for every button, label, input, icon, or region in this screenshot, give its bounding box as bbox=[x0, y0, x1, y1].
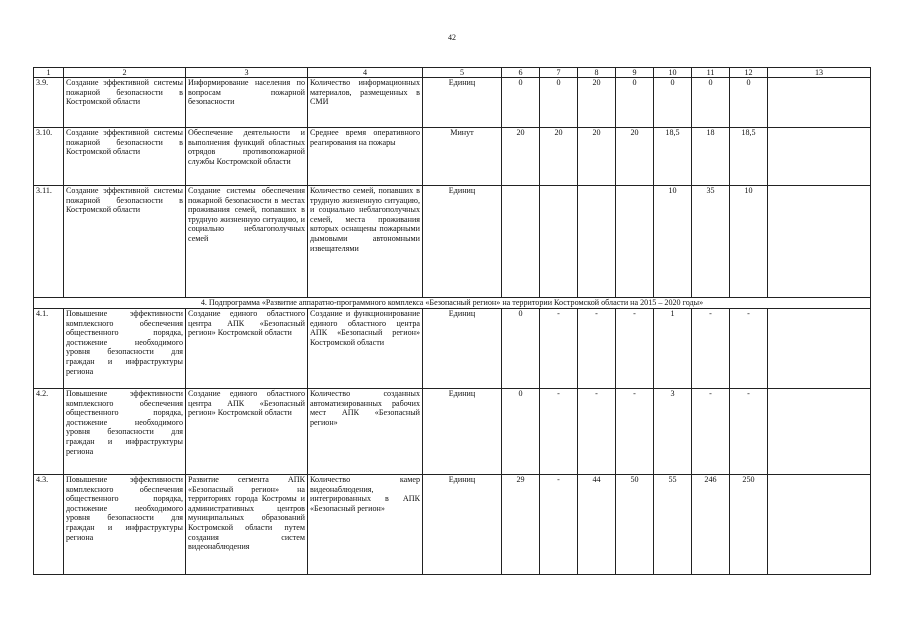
value-cell: 0 bbox=[540, 78, 578, 128]
note-cell bbox=[768, 78, 871, 128]
value-cell: - bbox=[730, 389, 768, 475]
unit-cell: Единиц bbox=[423, 475, 502, 575]
column-number: 5 bbox=[423, 68, 502, 78]
row-number: 4.2. bbox=[34, 389, 64, 475]
value-cell: - bbox=[616, 389, 654, 475]
value-cell: - bbox=[616, 309, 654, 389]
unit-cell: Единиц bbox=[423, 309, 502, 389]
indicators-table bbox=[33, 67, 871, 575]
goal-cell: Создание эффективной системы пожарной безопасности в Костромской области bbox=[64, 78, 186, 128]
value-cell: 0 bbox=[502, 389, 540, 475]
column-number: 7 bbox=[540, 68, 578, 78]
value-cell: 0 bbox=[502, 309, 540, 389]
column-number: 2 bbox=[64, 68, 186, 78]
row-number: 3.9. bbox=[34, 78, 64, 128]
goal-cell: Создание эффективной системы пожарной безопасности в Костромской области bbox=[64, 186, 186, 298]
value-cell: 1 bbox=[654, 309, 692, 389]
value-cell: 20 bbox=[578, 78, 616, 128]
table-row bbox=[34, 475, 871, 575]
note-cell bbox=[768, 128, 871, 186]
task-cell: Информирование населения по вопросам пожарной безопасности bbox=[186, 78, 308, 128]
row-number: 3.11. bbox=[34, 186, 64, 298]
column-number: 6 bbox=[502, 68, 540, 78]
unit-cell: Единиц bbox=[423, 389, 502, 475]
note-cell bbox=[768, 475, 871, 575]
column-number: 4 bbox=[308, 68, 423, 78]
value-cell: 0 bbox=[616, 78, 654, 128]
value-cell: 0 bbox=[730, 78, 768, 128]
column-number: 11 bbox=[692, 68, 730, 78]
value-cell: 18,5 bbox=[654, 128, 692, 186]
value-cell: 29 bbox=[502, 475, 540, 575]
indicator-cell: Среднее время оперативного реагирования на пожары bbox=[308, 128, 423, 186]
page-number: 42 bbox=[448, 33, 456, 42]
value-cell: - bbox=[578, 309, 616, 389]
indicator-cell: Количество информационных материалов, размещенных в СМИ bbox=[308, 78, 423, 128]
value-cell: 0 bbox=[654, 78, 692, 128]
indicator-cell: Количество камер видеонаблюдения, интегрированных в АПК «Безопасный регион» bbox=[308, 475, 423, 575]
value-cell: - bbox=[540, 309, 578, 389]
value-cell: - bbox=[578, 389, 616, 475]
column-number: 9 bbox=[616, 68, 654, 78]
value-cell: 250 bbox=[730, 475, 768, 575]
table-row bbox=[34, 309, 871, 389]
goal-cell: Повышение эффективности комплексного обеспечения общественного порядка, достижение необходимого уровня безопасности для граждан и инфраструктуры региона bbox=[64, 389, 186, 475]
value-cell: 246 bbox=[692, 475, 730, 575]
row-number: 4.3. bbox=[34, 475, 64, 575]
unit-cell: Единиц bbox=[423, 78, 502, 128]
task-cell: Создание системы обеспечения пожарной безопасности в местах проживания семей, попавших в трудную жизненную ситуацию, и социально неблагополучных семей bbox=[186, 186, 308, 298]
column-number: 12 bbox=[730, 68, 768, 78]
row-number: 3.10. bbox=[34, 128, 64, 186]
value-cell: 50 bbox=[616, 475, 654, 575]
unit-cell: Минут bbox=[423, 128, 502, 186]
section-header-row bbox=[34, 298, 871, 309]
value-cell: 10 bbox=[730, 186, 768, 298]
task-cell: Развитие сегмента АПК «Безопасный регион» на территориях города Костромы и административных центров муниципальных образований Костромской области путем создания систем видеонаблюдения bbox=[186, 475, 308, 575]
value-cell: 20 bbox=[540, 128, 578, 186]
section-title: 4. Подпрограмма «Развитие аппаратно-программного комплекса «Безопасный регион» на территории Костромской области на 2015 – 2020 годы» bbox=[34, 298, 871, 309]
value-cell: - bbox=[540, 475, 578, 575]
row-number: 4.1. bbox=[34, 309, 64, 389]
value-cell: - bbox=[540, 389, 578, 475]
goal-cell: Создание эффективной системы пожарной безопасности в Костромской области bbox=[64, 128, 186, 186]
task-cell: Создание единого областного центра АПК «Безопасный регион» Костромской области bbox=[186, 389, 308, 475]
value-cell: 20 bbox=[578, 128, 616, 186]
indicator-cell: Создание и функционирование единого областного центра АПК «Безопасный регион» Костромской области bbox=[308, 309, 423, 389]
value-cell: 20 bbox=[502, 128, 540, 186]
task-cell: Создание единого областного центра АПК «Безопасный регион» Костромской области bbox=[186, 309, 308, 389]
column-number: 13 bbox=[768, 68, 871, 78]
column-number: 8 bbox=[578, 68, 616, 78]
indicator-cell: Количество семей, попавших в трудную жизненную ситуацию, и социально неблагополучных семей, места проживания которых оснащены пожарными дымовыми автономными извещателями bbox=[308, 186, 423, 298]
value-cell: 55 bbox=[654, 475, 692, 575]
unit-cell: Единиц bbox=[423, 186, 502, 298]
value-cell: 18 bbox=[692, 128, 730, 186]
table-row bbox=[34, 78, 871, 128]
value-cell: 0 bbox=[692, 78, 730, 128]
table-row bbox=[34, 128, 871, 186]
value-cell bbox=[578, 186, 616, 298]
note-cell bbox=[768, 309, 871, 389]
indicator-cell: Количество созданных автоматизированных рабочих мест АПК «Безопасный регион» bbox=[308, 389, 423, 475]
value-cell: 3 bbox=[654, 389, 692, 475]
goal-cell: Повышение эффективности комплексного обеспечения общественного порядка, достижение необходимого уровня безопасности для граждан и инфраструктуры региона bbox=[64, 475, 186, 575]
column-number-row bbox=[34, 68, 871, 78]
goal-cell: Повышение эффективности комплексного обеспечения общественного порядка, достижение необходимого уровня безопасности для граждан и инфраструктуры региона bbox=[64, 309, 186, 389]
value-cell: 44 bbox=[578, 475, 616, 575]
task-cell: Обеспечение деятельности и выполнения функций областных отрядов противопожарной службы Костромской области bbox=[186, 128, 308, 186]
column-number: 3 bbox=[186, 68, 308, 78]
value-cell: - bbox=[692, 309, 730, 389]
column-number: 10 bbox=[654, 68, 692, 78]
value-cell: - bbox=[692, 389, 730, 475]
note-cell bbox=[768, 389, 871, 475]
value-cell: 20 bbox=[616, 128, 654, 186]
column-number: 1 bbox=[34, 68, 64, 78]
note-cell bbox=[768, 186, 871, 298]
value-cell: 18,5 bbox=[730, 128, 768, 186]
table-row bbox=[34, 389, 871, 475]
value-cell: 0 bbox=[502, 78, 540, 128]
table-row bbox=[34, 186, 871, 298]
value-cell bbox=[616, 186, 654, 298]
value-cell: 35 bbox=[692, 186, 730, 298]
value-cell bbox=[502, 186, 540, 298]
value-cell bbox=[540, 186, 578, 298]
value-cell: 10 bbox=[654, 186, 692, 298]
value-cell: - bbox=[730, 309, 768, 389]
